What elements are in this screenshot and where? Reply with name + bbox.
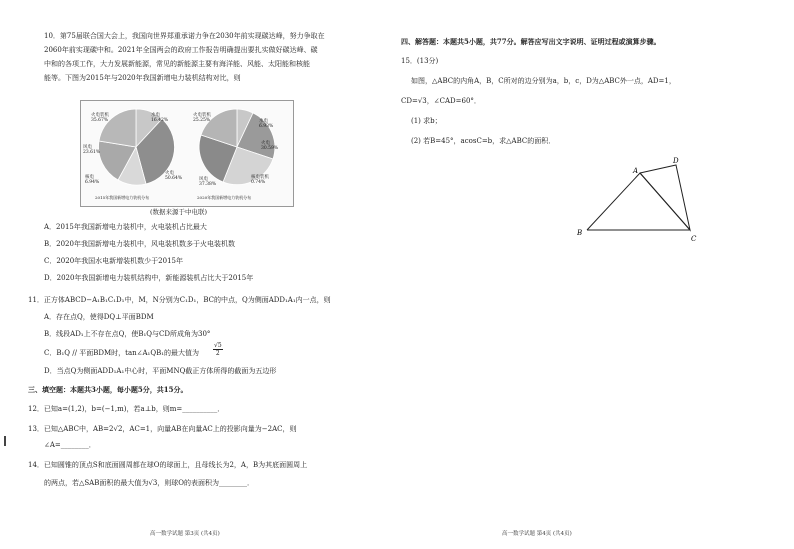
pie-2020-label-5: 核电装机 0.74% [251, 175, 269, 185]
label-d: D [673, 157, 679, 165]
q15-part-1: (1) 求b； [411, 117, 442, 125]
pie-2015-caption: 2015年我国新增电力装机分布 [95, 195, 150, 200]
segment-ac [640, 173, 690, 230]
pie-2015-label-3: 风电 23.61% [83, 145, 101, 155]
right-page [397, 0, 794, 549]
q15-part-2: (2) 若B=45°，acosC=b，求△ABC的面积． [411, 137, 556, 145]
pie-chart-figure [80, 100, 294, 207]
data-source-note: (数据来源于中电联) [150, 208, 208, 216]
q14-line-1: 14．已知圆锥的顶点S和底面圆周都在球O的球面上，且母线长为2，A，B为其底面圆周上 [28, 461, 308, 469]
pie-2020-caption: 2020年我国新增电力装机分布 [197, 195, 252, 200]
q11-option-b: B．线段AD₁上不存在点Q，使B₁Q与CD所成角为30° [44, 330, 211, 338]
pie-2020-label-3: 风电 37.38% [199, 177, 217, 187]
q10-line-3: 中和的各项工作，大力发展新能源，常见的新能源主要有海洋能、风能、太阳能和核能 [44, 60, 310, 68]
section-3-heading: 三、填空题：本题共3小题，每小题5分，共15分。 [28, 385, 188, 394]
q11-fraction [213, 342, 223, 357]
section-4-heading: 四、解答题：本题共5小题，共77分。解答应写出文字说明、证明过程或演算步骤。 [401, 37, 661, 46]
right-page-footer: 高一数学试题 第4页 (共4页) [502, 531, 572, 537]
pie-2020-label-2: 水电 6.93% [259, 119, 274, 129]
q15-line-1: 如图，△ABC的内角A，B，C所对的边分别为a，b，c，D为△ABC外一点，AD=1， [411, 77, 676, 85]
q10-line-1: 10．第75届联合国大会上，我国向世界郑重承诺力争在2030年前实现碳达峰，努力争取在 [44, 32, 325, 40]
pie-2015-label-5: 火电 50.64% [165, 171, 183, 181]
q15-line-2: CD=√3，∠CAD=60°． [401, 97, 481, 105]
q15-heading: 15．(13分) [401, 57, 439, 65]
q10-line-2: 2060年前实现碳中和。2021年全国两会的政府工作报告明确提出要扎实做好碳达峰、碳 [44, 46, 318, 54]
q11-fraction-numerator: √5 [214, 342, 222, 349]
q13-line-1: 13．已知△ABC中，AB=2√2，AC=1，向量AB在向量AC上的投影向量为−2AC，则 [28, 425, 297, 433]
pie-2020-label-1: 火电装机 25.25% [193, 113, 211, 123]
q11-option-c: C．B₁Q // 平面BDM时，tan∠A₁QB₁的最大值为 [44, 349, 200, 357]
q10-line-4: 能等。下图为2015年与2020年我国新增电力装机结构对比，则 [44, 74, 241, 82]
pie-2015-label-1: 火电装机 35.67% [91, 113, 109, 123]
q11-stem: 11．正方体ABCD−A₁B₁C₁D₁中，M，N分别为C₁D₁，BC的中点，Q为侧面ADD₁A₁内一点，则 [28, 296, 331, 304]
label-a: A [633, 167, 639, 175]
q10-option-d: D．2020年我国新增电力装机结构中，新能源装机占比大于2015年 [44, 274, 254, 282]
triangle-edges [587, 165, 690, 230]
q10-option-c: C．2020年我国水电新增装机数少于2015年 [44, 257, 183, 265]
q11-option-d: D．当点Q为侧面ADD₁A₁中心时，平面MNQ截正方体所得的截面为五边形 [44, 367, 277, 375]
triangle-figure [577, 155, 707, 245]
pie-2020-label-4: 火电 30.59% [261, 141, 279, 151]
pie-2015-label-4: 核电 6.94% [85, 175, 100, 185]
label-b: B [577, 229, 583, 237]
pie-2015-label-2: 水电 16.42% [151, 113, 169, 123]
q10-option-a: A．2015年我国新增电力装机中，火电装机占比最大 [44, 223, 207, 231]
q13-line-2: ∠A=________． [44, 441, 96, 449]
q11-fraction-denominator: 2 [215, 350, 220, 357]
label-c: C [691, 235, 697, 243]
q12: 12．已知a=(1,2)，b=(−1,m)，若a⊥b，则m=__________． [28, 405, 225, 413]
q14-line-2: 的两点，若△SAB面积的最大值为√3，则球O的表面积为________． [44, 479, 255, 487]
q11-option-a: A．存在点Q，使得DQ⊥平面BDM [44, 313, 154, 321]
pie-charts-svg [81, 101, 293, 206]
q10-option-b: B．2020年我国新增电力装机中，风电装机数多于火电装机数 [44, 240, 235, 248]
left-page-footer: 高一数学试题 第3页 (共4页) [150, 531, 220, 537]
binding-mark [4, 436, 6, 446]
